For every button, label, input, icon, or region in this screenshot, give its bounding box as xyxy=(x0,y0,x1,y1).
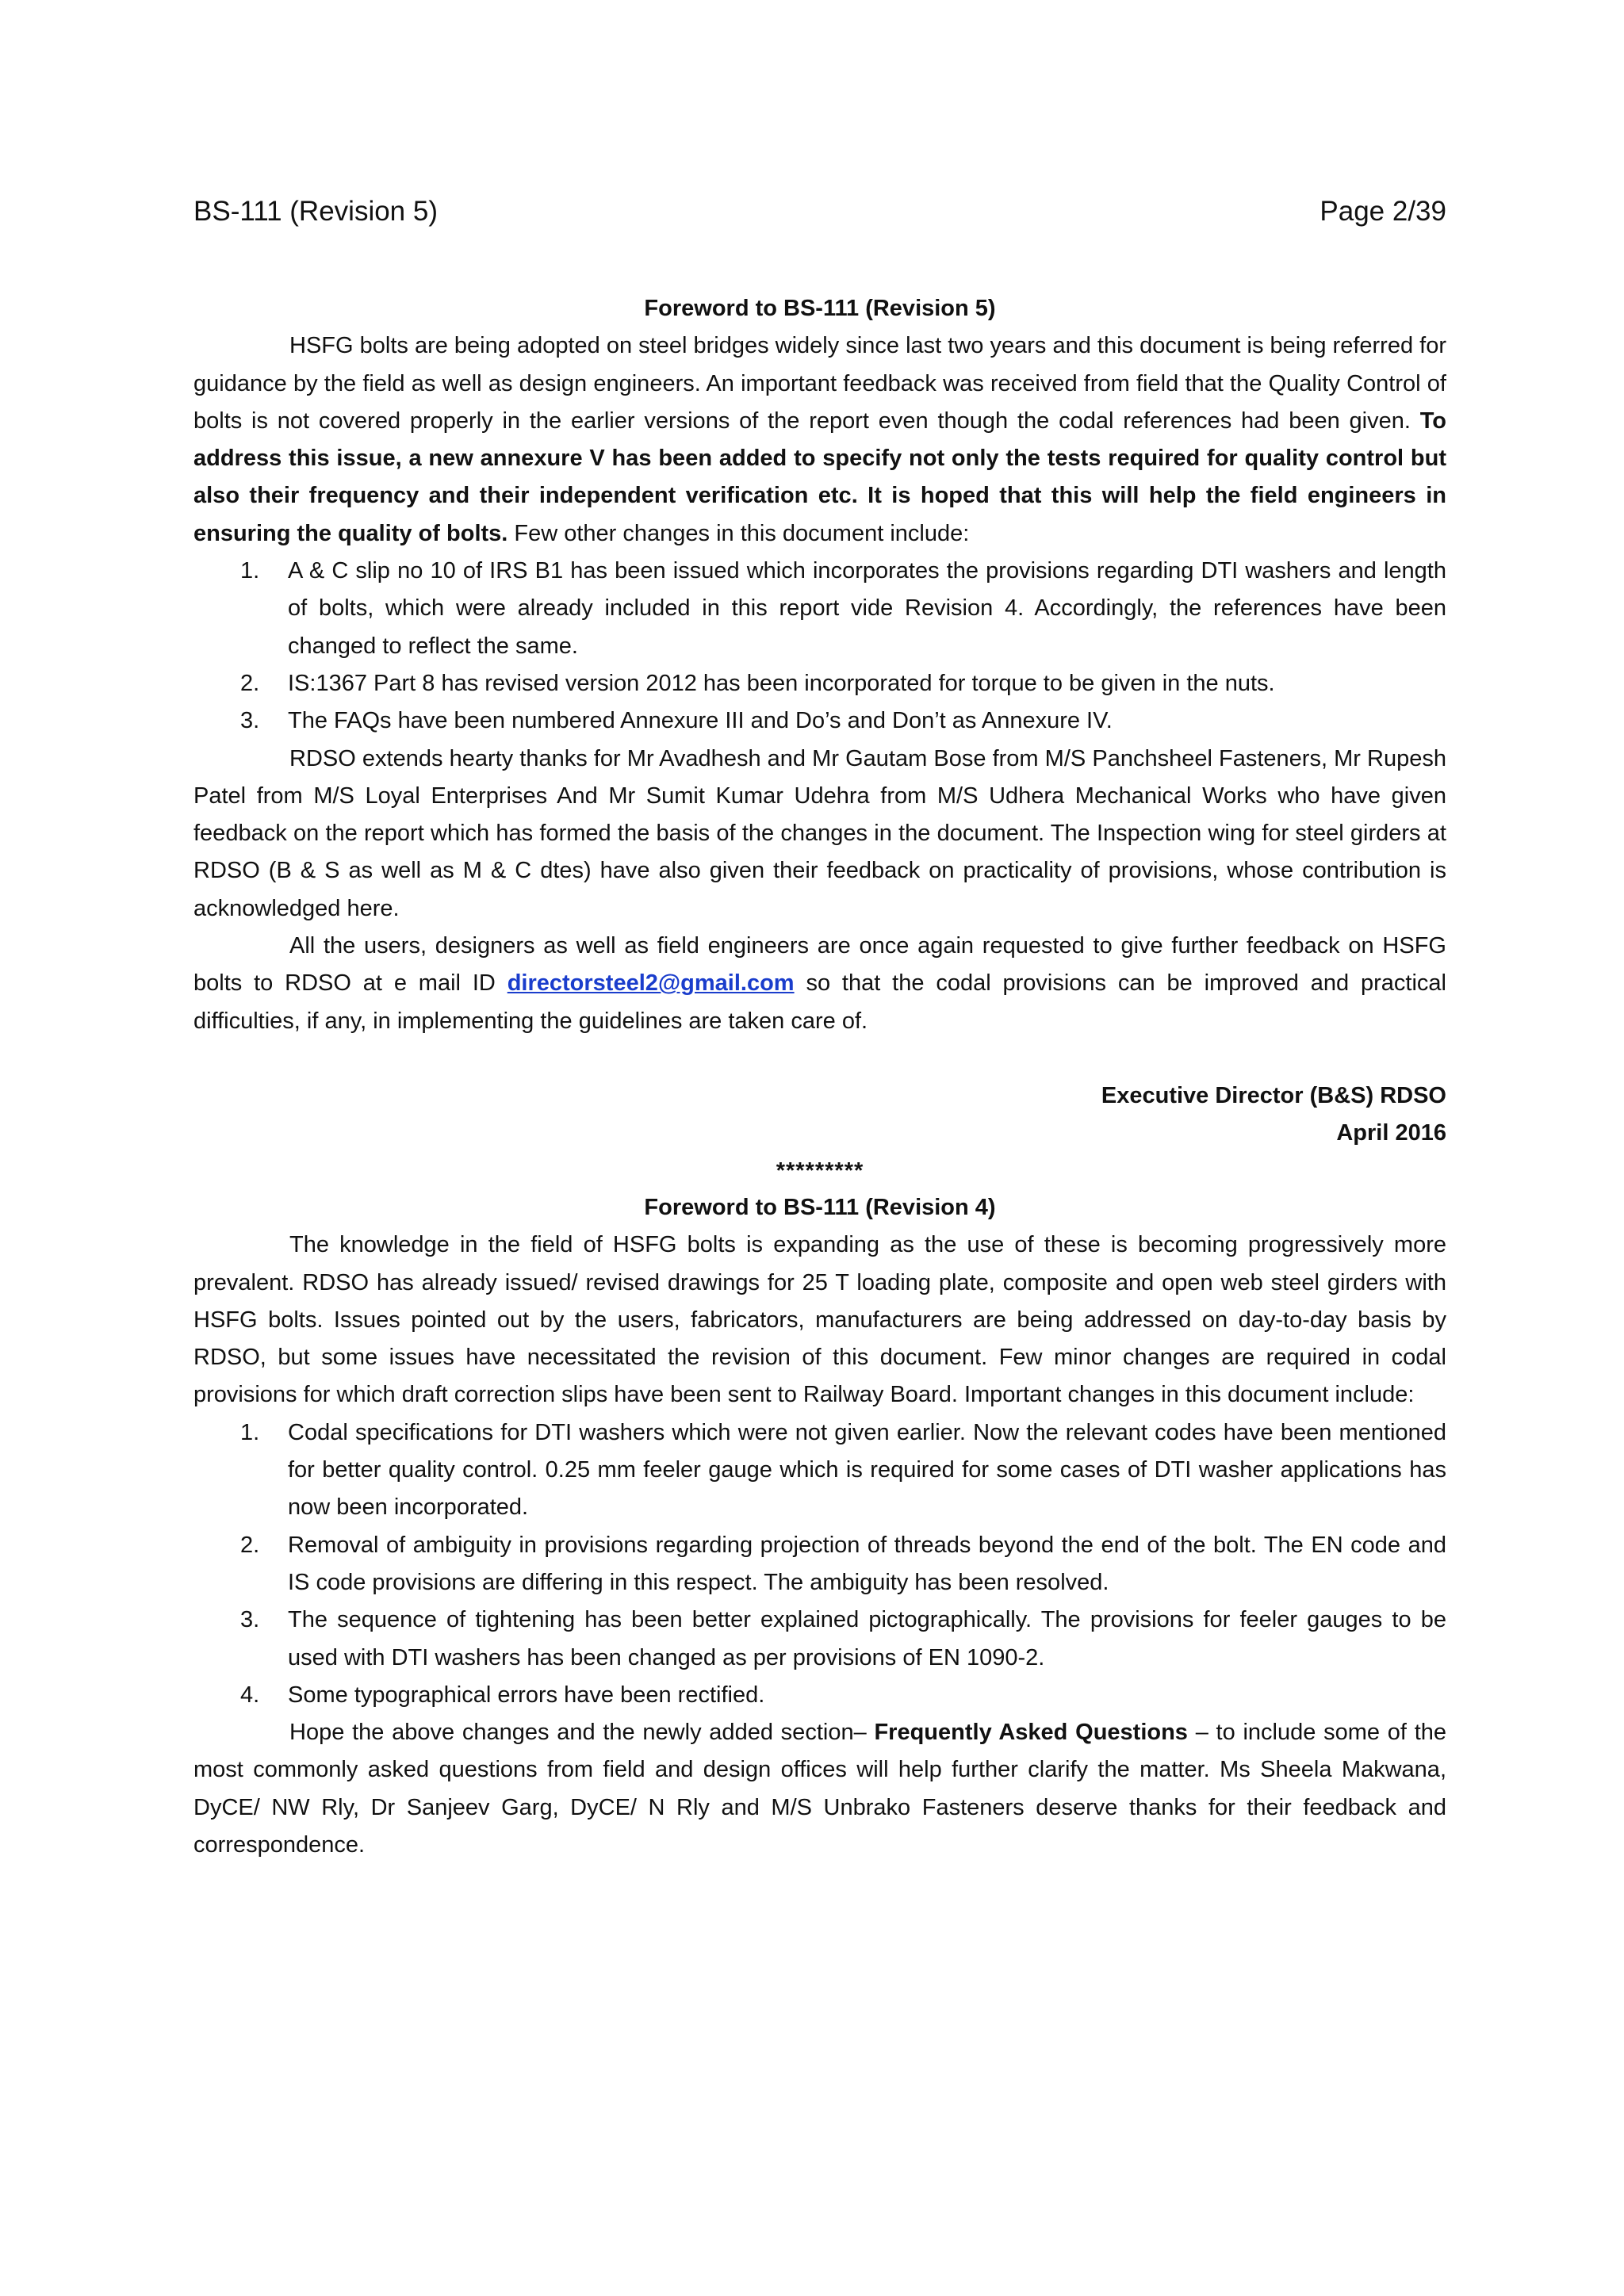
list-item xyxy=(193,702,1446,740)
foreword-rev5-heading: Foreword to BS-111 (Revision 5) xyxy=(644,296,996,321)
signature-date: April 2016 xyxy=(1336,1120,1446,1146)
page-number: Page 2/39 xyxy=(1320,196,1446,227)
list-item-number: 4. xyxy=(240,1682,260,1708)
list-item-text: The sequence of tightening has been better explained pictographically. The provisions for feeler gauges to be used with DTI washers has been changed as per provisions of EN 1090-2. xyxy=(288,1607,1446,1670)
page-header xyxy=(193,192,1446,232)
list-item xyxy=(193,1677,1446,1714)
list-item-text: A & C slip no 10 of IRS B1 has been issued which incorporates the provisions regarding DTI washers and length of bolts, which were already included in this report vide Revision 4. Accordingly, the references have been changed to reflect the same. xyxy=(288,558,1446,659)
rev4-para2-end: – to include some of the most commonly asked questions from field and design offices will help further clarify the matter. Ms Sheela Makwana, DyCE/ NW Rly, Dr Sanjeev Garg, DyCE/ N Rly and M/S Unbrako Fasteners deserve thanks for their feedback and correspondence. xyxy=(193,1720,1447,1858)
list-item xyxy=(193,1601,1446,1677)
signatory: Executive Director (B&S) RDSO xyxy=(1101,1083,1446,1108)
list-item-number: 2. xyxy=(240,670,260,696)
foreword-revision-5 xyxy=(193,290,1446,1040)
foreword-rev5-paragraph-2: RDSO extends hearty thanks for Mr Avadhesh and Mr Gautam Bose from M/S Panchsheel Fasteners, Mr Rupesh Patel from M/S Loyal Enterprises And Mr Sumit Kumar Udehra from M/S Udhera Mechanical Works who have given feedback on the report which has formed the basis of the changes in the document. The Inspection wing for steel girders at RDSO (B & S as well as M & C dtes) have also given their feedback on practicality of provisions, whose contribution is acknowledged here. xyxy=(193,745,1446,921)
rev4-para2-start: Hope the above changes and the newly added section– xyxy=(289,1720,875,1746)
list-item-number: 3. xyxy=(240,1607,260,1633)
list-item xyxy=(193,553,1446,665)
foreword-revision-4 xyxy=(193,1189,1446,1864)
list-item-text: Codal specifications for DTI washers which were not given earlier. Now the relevant codes have been mentioned for better quality control. 0.25 mm feeler gauge which is required for some cases of DTI washer applications has now been incorporated. xyxy=(288,1419,1446,1521)
list-item-number: 2. xyxy=(240,1532,260,1558)
list-item-text: Removal of ambiguity in provisions regarding projection of threads beyond the end of the bolt. The EN code and IS code provisions are differing in this respect. The ambiguity has been resolved. xyxy=(288,1532,1446,1595)
list-item-text: Some typographical errors have been rectified. xyxy=(288,1682,765,1708)
rev5-para1-bold: To address this issue, a new annexure V has been added to specify not only the tests required for quality control but also their frequency and their independent verification etc. It is hoped that this will help the field engineers in ensuring the quality of bolts. xyxy=(193,408,1446,546)
rev5-para1-start: HSFG bolts are being adopted on steel bridges widely since last two years and this document is being referred for guidance by the field as well as design engineers. An important feedback was received from field that the Quality Control of bolts is not covered properly in the earlier versions of the report even though the codal references had been given. xyxy=(193,333,1446,434)
foreword-rev4-paragraph-2 xyxy=(193,1714,1446,1864)
rev5-para3-end: so that the codal provisions can be improved and practical difficulties, if any, in implementing the guidelines are taken care of. xyxy=(193,970,1446,1034)
rev5-para3-start: All the users, designers as well as field engineers are once again requested to give further feedback on HSFG bolts to RDSO at e mail ID xyxy=(193,933,1446,997)
foreword-rev4-heading: Foreword to BS-111 (Revision 4) xyxy=(644,1195,996,1220)
foreword-rev5-paragraph-3 xyxy=(193,928,1446,1040)
list-item xyxy=(193,665,1446,702)
list-item-number: 1. xyxy=(240,1419,260,1445)
rev5-para1-end: Few other changes in this document include: xyxy=(508,520,970,546)
list-item-text: The FAQs have been numbered Annexure III and Do’s and Don’t as Annexure IV. xyxy=(288,708,1113,734)
document-id: BS-111 (Revision 5) xyxy=(193,196,438,227)
section-separator: ********* xyxy=(776,1158,864,1184)
rev4-para2-bold: Frequently Asked Questions xyxy=(874,1720,1188,1746)
list-item xyxy=(193,1414,1446,1527)
rev4-change-list xyxy=(193,1414,1446,1714)
signature-block xyxy=(193,1077,1446,1190)
foreword-rev5-paragraph-1 xyxy=(193,327,1446,553)
rev5-change-list xyxy=(193,553,1446,740)
list-item-number: 3. xyxy=(240,708,260,734)
list-item-text: IS:1367 Part 8 has revised version 2012 has been incorporated for torque to be given in the nuts. xyxy=(288,670,1275,696)
feedback-email-link[interactable]: directorsteel2@gmail.com xyxy=(507,970,795,997)
list-item-number: 1. xyxy=(240,558,260,584)
foreword-rev4-paragraph-1: The knowledge in the field of HSFG bolts is expanding as the use of these is becoming progressively more prevalent. RDSO has already issued/ revised drawings for 25 T loading plate, composite and open web steel girders with HSFG bolts. Issues pointed out by the users, fabricators, manufacturers are being addressed on day-to-day basis by RDSO, but some issues have necessitated the revision of this document. Few minor changes are required in codal provisions for which draft correction slips have been sent to Railway Board. Important changes in this document include: xyxy=(193,1232,1446,1408)
list-item xyxy=(193,1527,1446,1602)
